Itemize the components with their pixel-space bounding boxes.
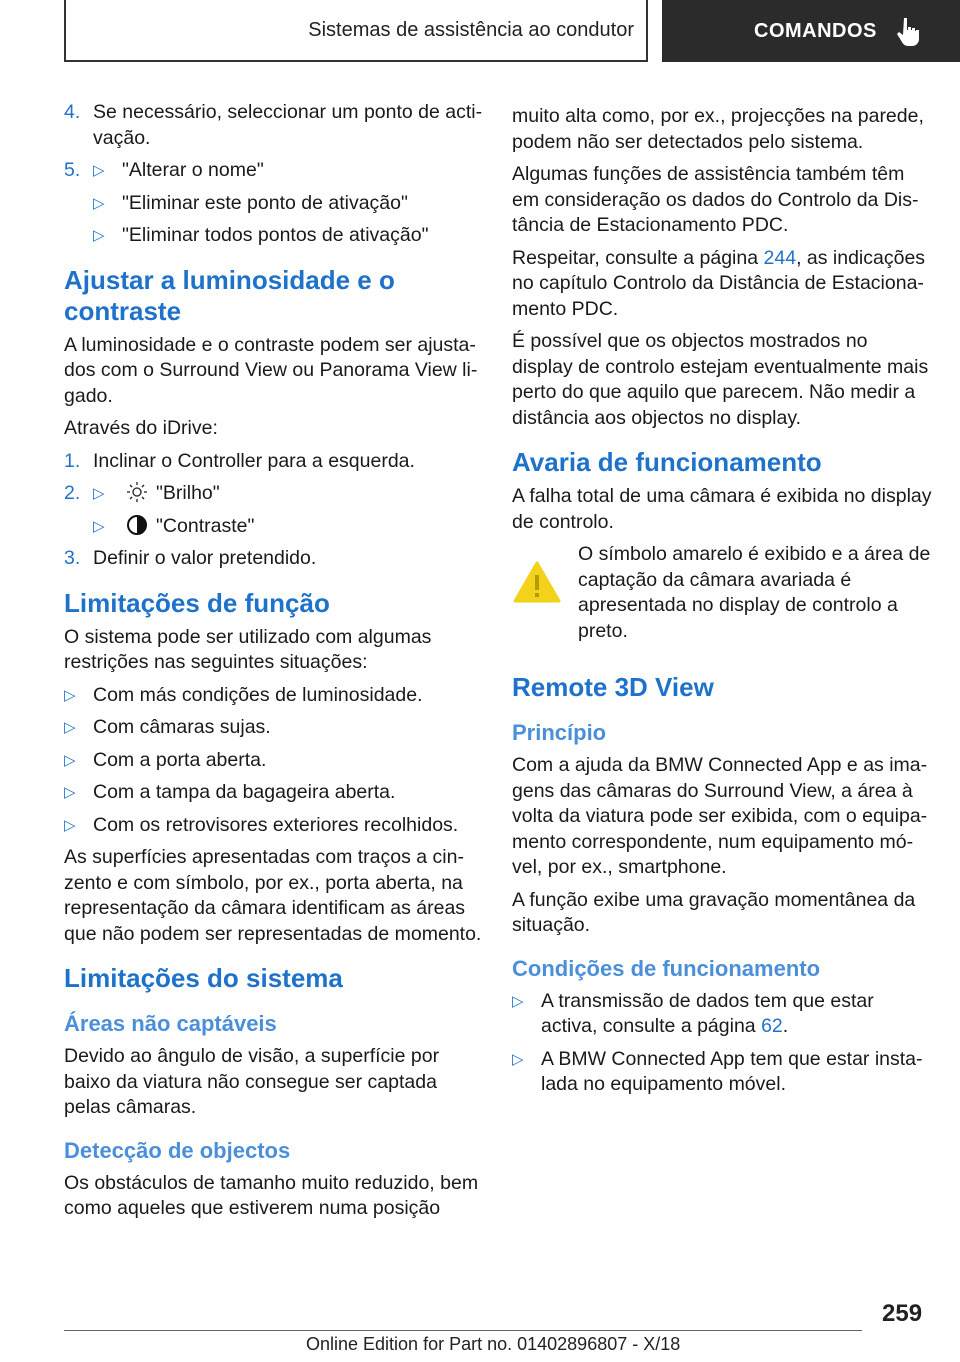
chapter-tab <box>662 0 960 62</box>
contrast-icon <box>126 514 148 536</box>
list-item-text: A BMW Connected App tem que estar instalada no equipamento móvel. <box>541 1047 923 1095</box>
sub-item-text: "Eliminar todos pontos de ativação" <box>122 224 429 246</box>
list-item <box>64 748 484 774</box>
triangle-bullet-icon: ▷ <box>93 517 105 535</box>
paragraph: A falha total de uma câmara é exibida no display de controlo. <box>512 485 932 533</box>
list-item <box>64 715 484 741</box>
sub-item-text: "Eliminar este ponto de ativação" <box>122 191 408 214</box>
right-column <box>512 104 932 1105</box>
list-item-text: Com a porta aberta. <box>93 748 267 771</box>
paragraph: As superfícies apresentadas com traços a cinzento e com símbolo, por ex., porta aberta, na representação da câmara identificam as áreas que não podem ser representadas de momento. <box>64 846 482 945</box>
sub-item <box>93 223 484 249</box>
warning-note <box>512 542 932 644</box>
step-item <box>64 481 484 507</box>
page-link[interactable]: 244 <box>763 246 797 269</box>
step-number: 1. <box>64 449 81 472</box>
triangle-bullet-icon: ▷ <box>64 751 76 769</box>
list-item <box>512 989 932 1040</box>
list-item-text: Com os retrovisores exteriores recolhidos. <box>93 813 459 836</box>
subheading-areas: Áreas não captáveis <box>64 1011 277 1036</box>
section-title: Sistemas de assistência ao condutor <box>308 18 634 41</box>
paragraph: Algumas funções de assistência também têm em consideração os dados do Controlo da Distância de Estacionamento PDC. <box>512 163 919 236</box>
paragraph: Através do iDrive: <box>64 417 218 439</box>
list-item <box>64 683 484 709</box>
subheading-principio: Princípio <box>512 720 607 745</box>
triangle-bullet-icon: ▷ <box>512 992 524 1010</box>
paragraph: Devido ao ângulo de visão, a superfície por baixo da viatura não consegue ser captada pelas câmaras. <box>64 1045 440 1118</box>
heading-remote-3d-view: Remote 3D View <box>512 672 714 702</box>
triangle-bullet-icon: ▷ <box>93 162 105 179</box>
text-span: Respeitar, consulte a página <box>512 246 764 269</box>
heading-limitacoes-funcao: Limitações de função <box>64 587 330 618</box>
triangle-bullet-icon: ▷ <box>93 194 105 212</box>
step-text: Se necessário, seleccionar um ponto de activação. <box>93 101 483 149</box>
text-span: . <box>782 1015 789 1037</box>
step-item <box>64 100 484 151</box>
chapter-title: COMANDOS <box>754 19 877 42</box>
paragraph: Os obstáculos de tamanho muito reduzido, bem como aqueles que estiverem numa posição <box>64 1171 479 1219</box>
step-text: "Alterar o nome" <box>122 159 264 181</box>
paragraph: É possível que os objectos mostrados no display de controlo estejam eventualmente mais perto do que aquilo que parecem. Não medir a distância aos objectos no display. <box>512 330 929 429</box>
left-column <box>64 100 484 1229</box>
heading-limitacoes-sistema: Limitações do sistema <box>64 963 343 993</box>
triangle-bullet-icon: ▷ <box>512 1050 524 1068</box>
sub-item-text: "Contraste" <box>156 514 255 537</box>
step-item <box>64 546 484 572</box>
triangle-bullet-icon: ▷ <box>64 816 76 834</box>
footer-edition: Online Edition for Part no. 01402896807 - X/18 <box>306 1334 681 1354</box>
page-number: 259 <box>882 1300 923 1327</box>
heading-avaria: Avaria de funcionamento <box>512 447 822 477</box>
paragraph: A luminosidade e o contraste podem ser ajustados com o Surround View ou Panorama View ligado. <box>64 333 478 407</box>
list-item-text: Com más condições de luminosidade. <box>93 683 423 706</box>
subheading-deteccao: Detecção de objectos <box>64 1137 291 1163</box>
triangle-bullet-icon: ▷ <box>64 719 76 736</box>
step-number: 2. <box>64 482 81 504</box>
running-header-section <box>64 0 648 62</box>
pointing-hand-icon <box>895 16 921 46</box>
text-span: A transmissão de dados tem que estar activa, consulte a página <box>541 989 874 1037</box>
list-item-text: Com a tampa da bagageira aberta. <box>93 781 396 803</box>
paragraph: A função exibe uma gravação momentânea da situação. <box>512 888 916 936</box>
step-item <box>64 158 484 184</box>
step-number: 3. <box>64 547 81 569</box>
heading-luminosidade: Ajustar a luminosidade e o contraste <box>64 264 395 326</box>
warning-triangle-icon <box>512 560 562 604</box>
warning-text: O símbolo amarelo é exibido e a área de captação da câmara avariada é apresentada no display de controlo a preto. <box>578 543 931 642</box>
subheading-condicoes: Condições de funcionamento <box>512 955 821 981</box>
list-item <box>64 813 484 839</box>
list-item <box>64 780 484 806</box>
brightness-icon <box>126 481 148 503</box>
footer-divider <box>64 1330 862 1331</box>
paragraph: O sistema pode ser utilizado com algumas restrições nas seguintes situações: <box>64 625 432 673</box>
step-text: Definir o valor pretendido. <box>93 547 317 569</box>
sub-item <box>93 514 484 540</box>
paragraph <box>512 246 932 323</box>
paragraph: muito alta como, por ex., projecções na parede, podem não ser detectados pelo sistema. <box>512 105 924 153</box>
step-text: "Brilho" <box>156 482 220 504</box>
paragraph: Com a ajuda da BMW Connected App e as imagens das câmaras do Surround View, a área à volta da viatura pode ser exibida, com o equipamento correspondente, num equipamento móvel, por ex., smartphone. <box>512 754 928 878</box>
triangle-bullet-icon: ▷ <box>93 227 105 244</box>
text-span: , as indicações no capítulo Controlo da Distância de Estacionamento PDC. <box>512 246 926 320</box>
triangle-bullet-icon: ▷ <box>64 686 76 704</box>
step-text: Inclinar o Controller para a esquerda. <box>93 449 415 472</box>
step-number: 5. <box>64 159 81 181</box>
triangle-bullet-icon: ▷ <box>93 485 105 502</box>
step-item <box>64 449 484 475</box>
list-item-text: Com câmaras sujas. <box>93 716 271 738</box>
step-number: 4. <box>64 101 81 123</box>
triangle-bullet-icon: ▷ <box>64 784 76 801</box>
sub-item <box>93 191 484 217</box>
list-item <box>512 1047 932 1098</box>
page-link[interactable]: 62 <box>761 1015 783 1037</box>
